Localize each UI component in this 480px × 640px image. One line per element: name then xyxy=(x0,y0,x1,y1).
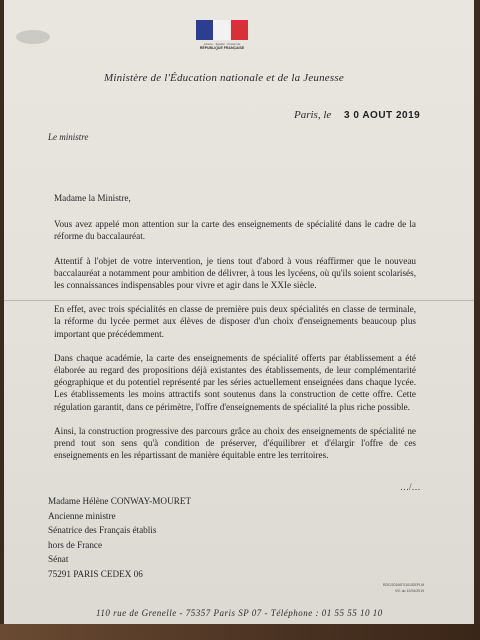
sender-role: Le ministre xyxy=(48,132,89,142)
table-surface xyxy=(0,624,480,640)
recipient-line: Madame Hélène CONWAY-MOURET xyxy=(48,496,192,506)
paragraph: Dans chaque académie, la carte des enseignements de spécialité offerts par établissement a été élaborée au regard des propositions déjà existantes des établissements, de leur complémentarité géographique et du potentiel représenté par les séries actuellement enseignées dans chaque lycée. Les établissements les moins attractifs sont soutenus dans la construction de cette offre. Cette régulation garantit, dans ce périmètre, l'offre d'enseignements de spécialité la plus riche possible. xyxy=(54,352,416,412)
letter-body xyxy=(54,192,416,473)
date-place: Paris, le xyxy=(294,109,332,121)
recipient-line: Ancienne ministre xyxy=(48,510,116,521)
date-line xyxy=(294,109,420,121)
salutation: Madame la Ministre, xyxy=(54,193,131,203)
date-stamp: 3 0 AOUT 2019 xyxy=(344,110,421,121)
republic-motto: Liberté · Égalité · Fraternité xyxy=(203,42,241,46)
recipient-line: Sénatrice des Français établis xyxy=(48,525,157,535)
ministry-heading: Ministère de l'Éducation nationale et de la Jeunesse xyxy=(104,72,344,84)
recipient-line: hors de France xyxy=(48,539,103,550)
paragraph: Ainsi, la construction progressive des parcours grâce au choix des enseignements de spécialité ne prend tout son sens qu'à condition de préserver, d'équilibrer et d'élargir l'offre de ces enseignements en les répartissant de manière équitable entre les territoires. xyxy=(54,425,416,461)
paragraph: Attentif à l'objet de votre intervention, je tiens tout d'abord à vous réaffirmer que le nouveau baccalauréat a notamment pour ambition de délivrer, à tous les lycéens, où qu'ils soient scolarisés, les connaissances indispensables pour vivre et agir dans le XXIe siècle. xyxy=(54,255,416,291)
reference-line: RDC/2019/07/101/DEPLM xyxy=(382,583,424,587)
tricolor-flag-icon xyxy=(196,20,248,40)
paragraph: Vous avez appelé mon attention sur la carte des enseignements de spécialité dans le cadre de la réforme du baccalauréat. xyxy=(54,219,416,242)
footer-address: 110 rue de Grenelle - 75357 Paris SP 07 - Téléphone : 01 55 55 10 10 xyxy=(96,608,383,618)
reference-code xyxy=(364,582,424,594)
republic-name: RÉPUBLIQUE FRANÇAISE xyxy=(199,46,245,50)
recipient-address xyxy=(48,494,191,581)
letter-page xyxy=(4,0,474,640)
reference-line: VS. du 12/04/2019 xyxy=(395,589,424,593)
paragraph: En effet, avec trois spécialités en classe de première puis deux spécialités en classe de terminale, la réforme du lycée permet aux élèves de disposer d'un choix d'enseignements beaucoup plus important que précédemment. xyxy=(54,304,416,339)
continuation-mark: …/… xyxy=(400,482,421,492)
recipient-line: 75291 PARIS CEDEX 06 xyxy=(48,568,143,579)
recipient-line: Sénat xyxy=(48,554,69,564)
republic-logo xyxy=(196,20,248,54)
punch-hole-mark xyxy=(16,30,50,44)
